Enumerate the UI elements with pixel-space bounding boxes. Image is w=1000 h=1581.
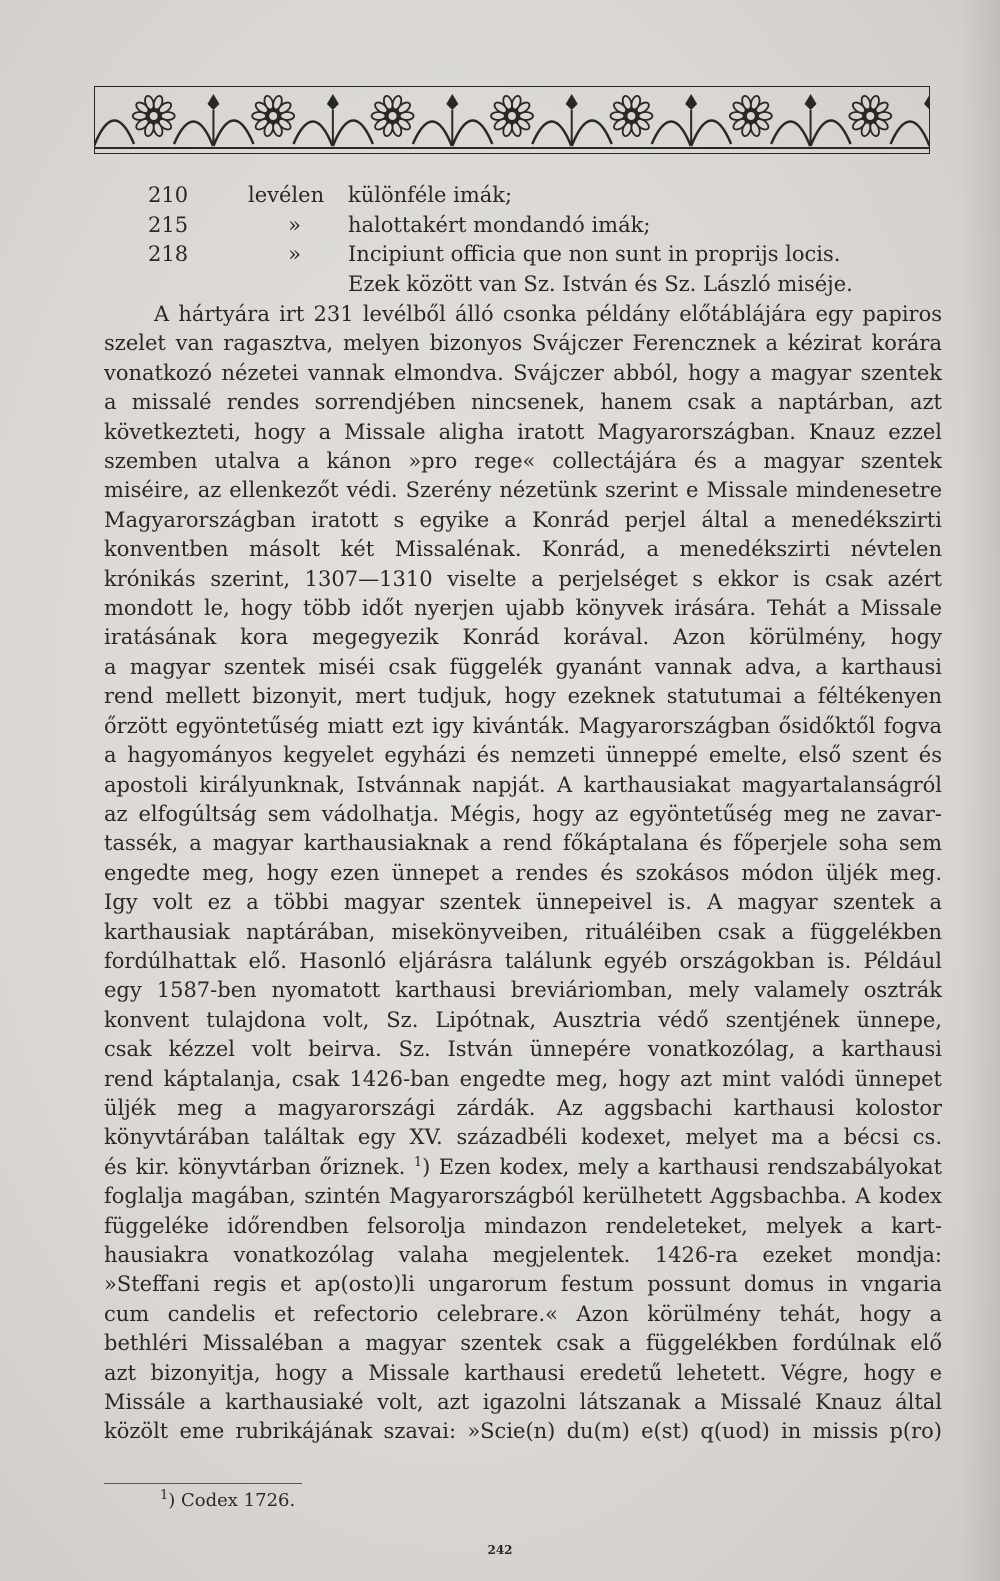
text-line: konvent tulajdona volt, Sz. Lipótnak, Ausztria védő szentjének ünnepe, xyxy=(104,1007,942,1032)
text-line: engedte meg, hogy ezen ünnepet a rendes és szokásos módon üljék meg. xyxy=(104,860,942,885)
text-line: fordúlhattak elő. Hasonló eljárásra találunk egyéb országokban is. Például xyxy=(104,948,942,973)
body-paragraph xyxy=(104,300,942,1447)
text-line: foglalja magában, szintén Magyarországból kerülhetett Aggsbachba. A kodex xyxy=(104,1184,942,1209)
text-segment: és kir. könyvtárban őriznek. xyxy=(104,1154,406,1179)
leaf-list xyxy=(148,181,948,299)
text-line: azt bizonyitja, hogy a Missale karthausi eredetű lehetett. Végre, hogy e xyxy=(104,1360,942,1385)
list-item xyxy=(148,211,948,241)
text-line: őrzött egyöntetűség miatt ezt igy kivánták. Magyarországban ősidőktől fogva xyxy=(104,713,942,738)
page-number: 242 xyxy=(487,1543,513,1557)
list-leaf-number: 218 xyxy=(148,242,189,266)
text-line: bethléri Missaléban a magyar szentek csak a függelékben fordúlnak elő xyxy=(104,1331,942,1356)
footnote-divider xyxy=(104,1483,302,1484)
text-line: A hártyára irt 231 levélből álló csonka példány előtáblájára egy papiros xyxy=(154,302,942,326)
text-line: Igy volt ez a többi magyar szentek ünnepeivel is. A magyar szentek a xyxy=(104,890,942,915)
floral-border-icon xyxy=(94,86,930,154)
text-line: a magyar szentek miséi csak függelék gyanánt vannak adva, a karthausi xyxy=(104,654,942,679)
list-item xyxy=(148,240,948,270)
text-line: iratásának kora megegyezik Konrád korával. Azon körülmény, hogy xyxy=(104,625,942,650)
footnote xyxy=(160,1490,295,1511)
text-line: rend káptalanja, csak 1426-ban engedte meg, hogy azt mint valódi ünnepet xyxy=(104,1066,942,1091)
text-line: rend mellett bizonyit, mert tudjuk, hogy ezeknek statutumai a féltékenyen xyxy=(104,684,942,709)
footnote-text: ) Codex 1726. xyxy=(168,1490,296,1511)
text-line: csak kézzel volt beirva. Sz. István ünnepére vonatkozólag, a karthausi xyxy=(104,1037,942,1062)
text-line: a hagyományos kegyelet egyházi és nemzeti ünneppé emelte, első szent és xyxy=(104,743,942,768)
text-line: karthausiak naptárában, misekönyveiben, rituáléiben csak a függelékben xyxy=(104,919,942,944)
list-item-text: különféle imák; xyxy=(348,183,513,207)
text-line: krónikás szerint, 1307—1310 viselte a perjelséget s ekkor is csak azért xyxy=(104,566,942,591)
text-line: Missále a karthausiaké volt, azt igazolni látszanak a Missalé Knauz által xyxy=(104,1390,942,1415)
footnote-marker: 1 xyxy=(160,1488,169,1503)
text-line: cum candelis et refectorio celebrare.« Azon körülmény tehát, hogy a xyxy=(104,1301,942,1326)
text-line-with-footnote-ref xyxy=(104,1153,942,1182)
text-line: »Steffani regis et ap(osto)li ungarorum festum possunt domus in vngaria xyxy=(104,1272,942,1297)
text-line: a missalé rendes sorrendjében nincsenek, hanem csak a naptárban, azt xyxy=(104,390,942,415)
text-line: egy 1587-ben nyomatott karthausi breviáriomban, mely valamely osztrák xyxy=(104,978,942,1003)
list-leaf-number: 210 xyxy=(148,183,189,207)
text-line: közölt eme rubrikájának szavai: »Scie(n) du(m) e(st) q(uod) in missis p(ro) xyxy=(104,1419,942,1444)
ditto-mark: » xyxy=(288,242,301,266)
text-line: apostoli királyunknak, Istvánnak napját. A karthausiakat magyartalanságról xyxy=(104,772,942,797)
text-line: vonatkozó nézetei vannak elmondva. Svájczer abból, hogy a magyar szentek xyxy=(104,360,942,385)
text-segment: ) Ezen kodex, mely a karthausi rendszabályokat xyxy=(422,1154,943,1179)
page-edge-shadow xyxy=(960,0,1000,1581)
list-item-text: halottakért mondandó imák; xyxy=(348,212,651,237)
list-leaf-label: levélen xyxy=(248,183,325,207)
text-line: szelet van ragasztva, melyen bizonyos Svájczer Ferencznek a kézirat korára xyxy=(104,331,942,356)
text-line: következteti, hogy a Missale aligha iratott Magyarországban. Knauz ezzel xyxy=(104,419,942,444)
text-line: Magyarországban iratott s egyike a Konrád perjel által a menedékszirti xyxy=(104,507,942,532)
text-line: miséire, az ellenkezőt védi. Szerény nézetünk szerint e Missale mindenesetre xyxy=(104,478,942,503)
text-line: üljék meg a magyarországi zárdák. Az aggsbachi karthausi kolostor xyxy=(104,1095,942,1120)
list-item-text: Incipiunt officia que non sunt in proprijs locis. xyxy=(348,242,841,266)
text-line: függeléke időrendben felsorolja mindazon rendeleteket, melyek a kart- xyxy=(104,1213,942,1238)
text-line: mondott le, hogy több időt nyerjen ujabb könyvek irására. Tehát a Missale xyxy=(104,596,942,621)
text-line: tassék, a magyar karthausiaknak a rend főkáptalana és főperjele soha sem xyxy=(104,831,942,856)
footnote-ref: 1 xyxy=(413,1154,423,1170)
list-continuation: Ezek között van Sz. István és Sz. László miséje. xyxy=(348,271,853,296)
text-line: szemben utalva a kánon »pro rege« collectájára és a magyar szentek xyxy=(104,449,942,474)
ditto-mark: » xyxy=(288,212,301,237)
text-line: konventben másolt két Missalénak. Konrád, a menedékszirti névtelen xyxy=(104,537,942,562)
text-line: az elfogúltság sem vádolhatja. Mégis, hogy az egyöntetűség meg ne zavar- xyxy=(104,801,942,826)
text-line: hausiakra vonatkozólag valaha megjelentek. 1426-ra ezeket mondja: xyxy=(104,1243,942,1267)
list-item xyxy=(148,181,948,211)
text-line: könyvtárában találtak egy XV. századbéli kodexet, melyet ma a bécsi cs. xyxy=(104,1125,942,1150)
list-leaf-number: 215 xyxy=(148,212,189,237)
